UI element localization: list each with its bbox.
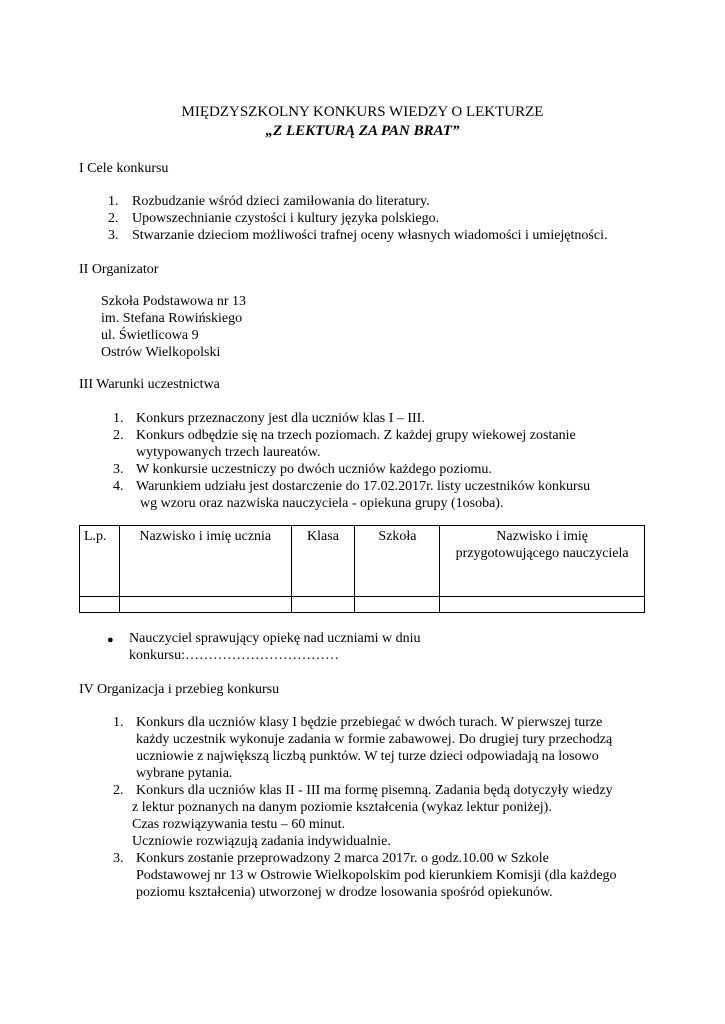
table-cell[interactable] [291, 597, 355, 613]
list-item-number: 2. [113, 783, 124, 798]
participants-table [79, 525, 645, 613]
address-line: Ostrów Wielkopolski [101, 345, 221, 360]
list-item: Konkurs zostanie przeprowadzony 2 marca 2017r. o godz.10.00 w Szkole [136, 851, 549, 866]
list-item-continuation: z lektur poznanych na danym poziomie kształcenia (wykaz lektur poniżej). [132, 800, 552, 815]
list-item-number: 1. [113, 715, 124, 730]
list-item-continuation: Uczniowie rozwiązują zadania indywidualnie. [132, 834, 391, 849]
list-item: Konkurs dla uczniów klasy I będzie przebiegać w dwóch turach. W pierwszej turze [136, 715, 603, 730]
list-item-number: 4. [113, 479, 124, 494]
list-item: Rozbudzanie wśród dzieci zamiłowania do literatury. [132, 194, 430, 209]
column-header-teacher-name: Nazwisko i imię przygotowującego nauczyciela [440, 526, 645, 597]
guardian-fill-line: konkursu:…………………………… [129, 648, 339, 663]
list-item-continuation: wg wzoru oraz nazwiska nauczyciela - opiekuna grupy (1osoba). [140, 496, 504, 511]
list-item: Warunkiem udziału jest dostarczenie do 17.02.2017r. listy uczestników konkursu [136, 479, 591, 494]
list-item-continuation: każdy uczestnik wykonuje zadania w formie zabawowej. Do drugiej tury przechodzą [136, 732, 613, 747]
address-line: im. Stefana Rowińskiego [101, 311, 243, 326]
section-2-heading: II Organizator [79, 262, 159, 277]
table-header-row [80, 526, 645, 597]
table-cell[interactable] [80, 597, 120, 613]
column-header-lp: L.p. [80, 526, 120, 597]
column-header-school: Szkoła [355, 526, 440, 597]
list-item-number: 3. [113, 462, 124, 477]
list-item: Konkurs dla uczniów klas II - III ma formę pisemną. Zadania będą dotyczyły wiedzy [136, 783, 613, 798]
column-header-class: Klasa [291, 526, 355, 597]
competition-name: „Z LEKTURĄ ZA PAN BRAT” [265, 123, 460, 139]
list-item: Konkurs przeznaczony jest dla uczniów klas I – III. [136, 411, 425, 426]
list-item-continuation: wytypowanych trzech laureatów. [136, 445, 321, 460]
list-item-continuation: poziomu kształcenia) utworzonej w drodze losowania spośród opiekunów. [136, 885, 553, 900]
list-item-continuation: wybrane pytania. [136, 766, 233, 781]
list-item-continuation: uczniowie z największą liczbą punktów. W tej turze dzieci odpowiadają na losowo [136, 749, 599, 764]
list-item-number: 3. [108, 228, 119, 243]
address-line: ul. Świetlicowa 9 [101, 328, 199, 343]
table-cell[interactable] [119, 597, 291, 613]
document-title: MIĘDZYSZKOLNY KONKURS WIEDZY O LEKTURZE [181, 104, 544, 120]
section-4-heading: IV Organizacja i przebieg konkursu [79, 682, 280, 697]
list-item: Konkurs odbędzie się na trzech poziomach. Z każdej grupy wiekowej zostanie [136, 428, 576, 443]
bullet-icon: ● [107, 634, 114, 646]
list-item-number: 1. [113, 411, 124, 426]
list-item-continuation: Podstawowej nr 13 w Ostrowie Wielkopolskim pod kierunkiem Komisji (dla każdego [136, 868, 617, 883]
column-header-student-name: Nazwisko i imię ucznia [119, 526, 291, 597]
list-item: W konkursie uczestniczy po dwóch uczniów każdego poziomu. [136, 462, 492, 477]
list-item-continuation: Czas rozwiązywania testu – 60 minut. [132, 817, 346, 832]
list-item: Upowszechnianie czystości i kultury języka polskiego. [132, 211, 440, 226]
table-cell[interactable] [440, 597, 645, 613]
list-item-number: 3. [113, 851, 124, 866]
table-cell[interactable] [355, 597, 440, 613]
address-line: Szkoła Podstawowa nr 13 [101, 294, 247, 309]
list-item-number: 2. [113, 428, 124, 443]
table-row [80, 597, 645, 613]
list-item-number: 1. [108, 194, 119, 209]
section-3-heading: III Warunki uczestnictwa [79, 377, 220, 392]
guardian-note: Nauczyciel sprawujący opiekę nad uczniami w dniu [129, 631, 421, 646]
list-item: Stwarzanie dzieciom możliwości trafnej oceny własnych wiadomości i umiejętności. [132, 228, 608, 243]
list-item-number: 2. [108, 211, 119, 226]
section-1-heading: I Cele konkursu [79, 161, 169, 176]
